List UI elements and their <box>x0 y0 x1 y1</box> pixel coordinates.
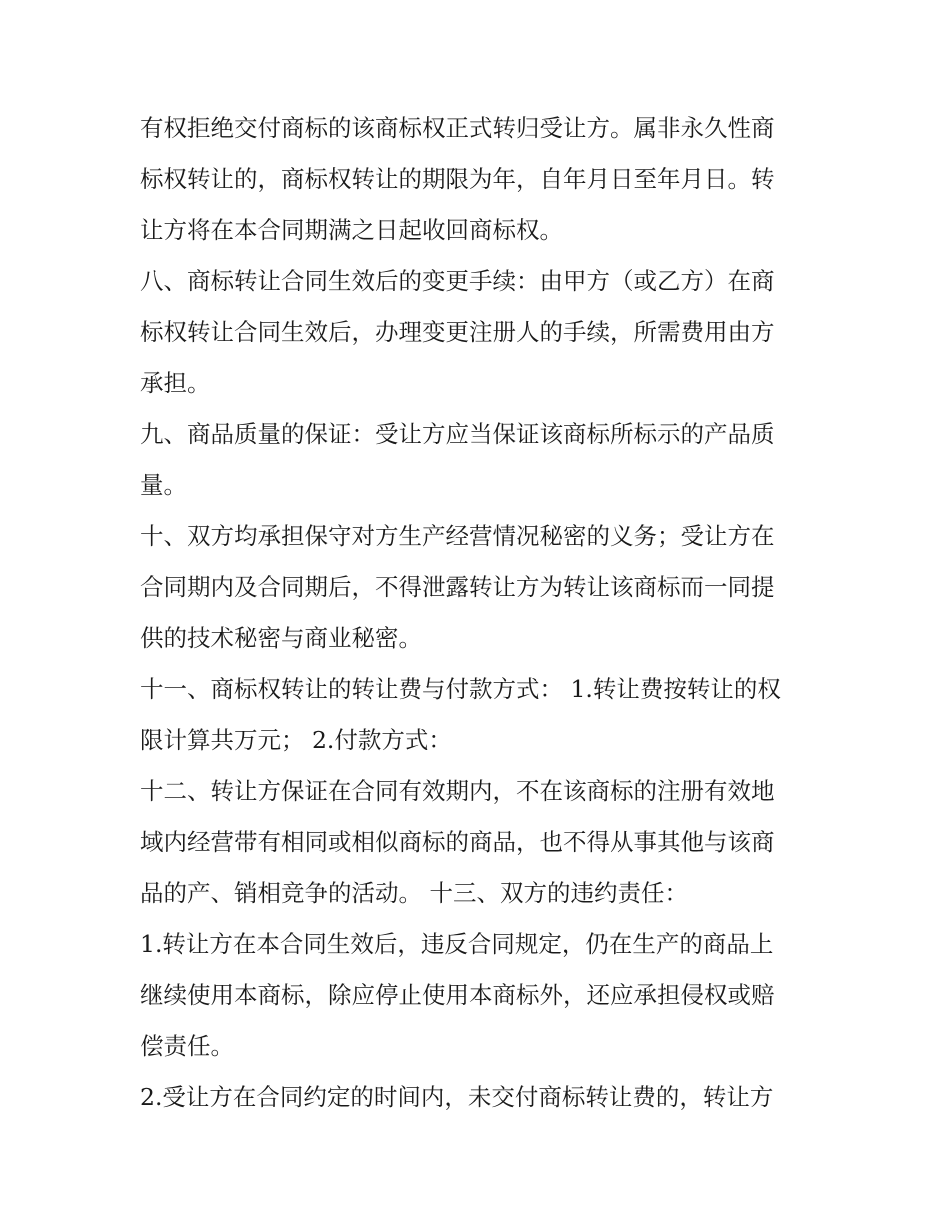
text-line: 承担。 <box>140 369 211 397</box>
text-line: 有权拒绝交付商标的该商标权正式转归受让方。属非永久性商 <box>140 114 775 142</box>
text-line: 2.受让方在合同约定的时间内，未交付商标转让费的，转让方 <box>140 1083 774 1111</box>
text-line: 标权转让的，商标权转让的期限为年，自年月日至年月日。转 <box>140 165 775 193</box>
text-line: 十、双方均承担保守对方生产经营情况秘密的义务；受让方在 <box>140 522 775 550</box>
paragraph-transfer-term <box>140 103 815 256</box>
text-line: 域内经营带有相同或相似商标的商品，也不得从事其他与该商 <box>140 828 775 856</box>
text-line: 合同期内及合同期后，不得泄露转让方为转让该商标而一同提 <box>140 573 775 601</box>
text-line: 八、商标转让合同生效后的变更手续：由甲方（或乙方）在商 <box>140 267 775 295</box>
text-line: 标权转让合同生效后，办理变更注册人的手续，所需费用由方 <box>140 318 775 346</box>
paragraph-clause-10 <box>140 511 815 664</box>
text-line: 品的产、销相竞争的活动。 十三、双方的违约责任： <box>140 879 688 907</box>
text-line: 偿责任。 <box>140 1032 234 1060</box>
paragraph-clause-13-item-2 <box>140 1072 815 1123</box>
text-line: 限计算共万元； 2.付款方式： <box>140 726 452 754</box>
text-line: 量。 <box>140 471 187 499</box>
paragraph-clause-12 <box>140 766 815 919</box>
text-line: 继续使用本商标，除应停止使用本商标外，还应承担侵权或赔 <box>140 981 775 1009</box>
text-line: 十二、转让方保证在合同有效期内，不在该商标的注册有效地 <box>140 777 775 805</box>
text-line: 让方将在本合同期满之日起收回商标权。 <box>140 216 563 244</box>
document-body <box>140 103 815 1123</box>
text-line: 1.转让方在本合同生效后，违反合同规定，仍在生产的商品上 <box>140 930 774 958</box>
text-line: 供的技术秘密与商业秘密。 <box>140 624 422 652</box>
text-line: 九、商品质量的保证：受让方应当保证该商标所标示的产品质 <box>140 420 775 448</box>
paragraph-clause-13-item-1 <box>140 919 815 1072</box>
paragraph-clause-9 <box>140 409 815 511</box>
paragraph-clause-8 <box>140 256 815 409</box>
paragraph-clause-11 <box>140 664 815 766</box>
text-line: 十一、商标权转让的转让费与付款方式： 1.转让费按转让的权 <box>140 675 781 703</box>
